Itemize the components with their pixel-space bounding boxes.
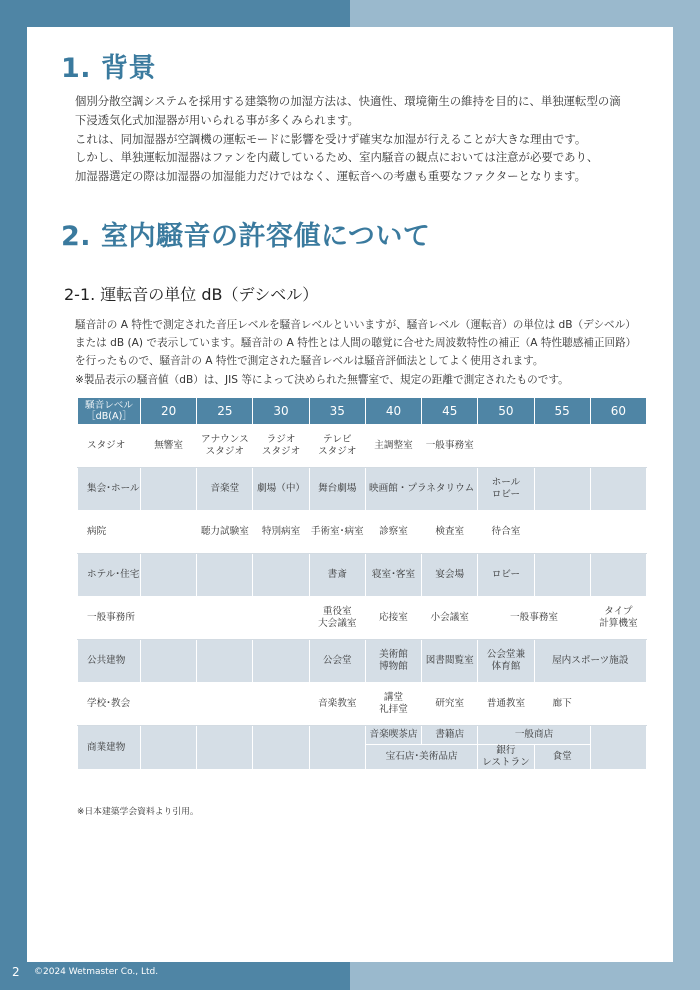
level-header: 40	[365, 398, 421, 425]
table-cell	[309, 726, 365, 770]
table-cell: ラジオ スタジオ	[253, 425, 309, 468]
table-cell: 映画館・プラネタリウム	[365, 468, 477, 511]
body-line: しかし、単独運転加湿器はファンを内蔵しているため、室内騒音の観点においては注意が必要であり、	[75, 150, 599, 165]
table-cell: 書籍店	[422, 726, 478, 745]
table-cell	[141, 640, 197, 683]
table-cell: 書斎	[309, 554, 365, 597]
table-cell	[141, 554, 197, 597]
page-sheet	[27, 27, 673, 962]
table-cell	[253, 597, 309, 640]
table-cell: 廊下	[534, 683, 590, 726]
row-category: 公共建物	[78, 640, 141, 683]
row-category: 集会･ホール	[78, 468, 141, 511]
level-header: 55	[534, 398, 590, 425]
table-cell: アナウンス スタジオ	[197, 425, 253, 468]
row-category: 学校･教会	[78, 683, 141, 726]
table-cell	[590, 683, 646, 726]
table-cell	[590, 425, 646, 468]
table-cell: 寝室･客室	[365, 554, 421, 597]
table-cell: ロビー	[478, 554, 534, 597]
table-row-commercial	[78, 726, 647, 745]
body-line: を行ったもので、騒音計の A 特性で測定された騒音レベルは騒音評価法としてよく使用されます。	[75, 355, 544, 368]
table-cell: 一般事務室	[422, 425, 478, 468]
table-cell	[253, 554, 309, 597]
table-header-row	[78, 398, 647, 425]
table-cell	[590, 468, 646, 511]
table-cell	[141, 683, 197, 726]
body-line: 騒音計の A 特性で測定された音圧レベルを騒音レベルといいますが、騒音レベル（運転音）の単位は dB（デシベル）	[75, 319, 636, 331]
table-cell: ホール ロビー	[478, 468, 534, 511]
table-corner-header: 騒音レベル ［dB(A)］	[78, 398, 141, 425]
table-cell: 検査室	[422, 511, 478, 554]
table-cell	[253, 683, 309, 726]
table-cell	[197, 597, 253, 640]
table-cell: 音楽堂	[197, 468, 253, 511]
table-cell: 食堂	[534, 745, 590, 770]
table-cell: 手術室･病室	[309, 511, 365, 554]
table-cell: 講堂 礼拝堂	[365, 683, 421, 726]
table-cell	[534, 425, 590, 468]
subsection-heading: 2-1. 運転音の単位 dB（デシベル）	[64, 285, 319, 304]
table-row-office	[78, 597, 647, 640]
table-cell: 研究室	[422, 683, 478, 726]
table-cell: 音楽教室	[309, 683, 365, 726]
table-cell	[590, 554, 646, 597]
table-cell	[141, 511, 197, 554]
table-cell	[253, 640, 309, 683]
body-line: または dB (A) で表示しています。騒音計の A 特性とは人間の聴覚に合せた周波数特性の補正（A 特性聴感補正回路）	[75, 337, 637, 350]
noise-level-table	[77, 397, 647, 770]
table-cell: タイプ 計算機室	[590, 597, 646, 640]
table-row-hotel	[78, 554, 647, 597]
row-category: 商業建物	[78, 726, 141, 770]
section-2-body	[75, 316, 675, 389]
section-1-heading: 1. 背景	[61, 53, 156, 84]
table-cell: 宴会場	[422, 554, 478, 597]
level-header: 50	[478, 398, 534, 425]
table-cell	[253, 726, 309, 770]
table-cell	[197, 683, 253, 726]
table-cell: 聴力試験室	[197, 511, 253, 554]
body-line: 加湿器選定の際は加湿器の加湿能力だけではなく、運転音への考慮も重要なファクターとなります。	[75, 169, 586, 184]
table-cell: 応接室	[365, 597, 421, 640]
body-line: ※製品表示の騒音値（dB）は、JIS 等によって決められた無響室で、規定の距離で測定されたものです。	[75, 373, 569, 386]
row-category: 一般事務所	[78, 597, 141, 640]
level-header: 45	[422, 398, 478, 425]
table-cell	[141, 468, 197, 511]
body-line: 個別分散空調システムを採用する建築物の加湿方法は、快適性、環境衛生の維持を目的に、単独運転型の滴	[75, 94, 621, 108]
table-cell: 重役室 大会議室	[309, 597, 365, 640]
table-cell: 美術館 博物館	[365, 640, 421, 683]
table-cell	[197, 640, 253, 683]
table-cell	[197, 726, 253, 770]
table-cell: 一般事務室	[478, 597, 590, 640]
copyright-text: ©2024 Wetmaster Co., Ltd.	[34, 967, 159, 977]
table-cell: 屋内スポーツ施設	[534, 640, 646, 683]
table-cell: 銀行 レストラン	[478, 745, 534, 770]
row-category: 病院	[78, 511, 141, 554]
table-cell: 図書閲覧室	[422, 640, 478, 683]
table-cell: テレビ スタジオ	[309, 425, 365, 468]
table-cell: 音楽喫茶店	[365, 726, 421, 745]
table-row-school	[78, 683, 647, 726]
page-number: 2	[12, 965, 20, 979]
table-cell: 無響室	[141, 425, 197, 468]
table-cell: 劇場（中）	[253, 468, 309, 511]
table-cell: 一般商店	[478, 726, 590, 745]
table-cell	[141, 597, 197, 640]
table-cell: 普通教室	[478, 683, 534, 726]
table-cell: 公会堂	[309, 640, 365, 683]
table-cell	[141, 726, 197, 770]
section-1-body	[75, 92, 665, 186]
body-line: 下浸透気化式加湿器が用いられる事が多くみられます。	[75, 112, 359, 127]
table-cell	[478, 425, 534, 468]
table-cell: 小会議室	[422, 597, 478, 640]
table-cell	[534, 468, 590, 511]
table-row-hospital	[78, 511, 647, 554]
level-header: 30	[253, 398, 309, 425]
table-row-public	[78, 640, 647, 683]
table-cell	[534, 511, 590, 554]
section-2-heading: 2. 室内騒音の許容値について	[61, 221, 431, 252]
body-line: これは、同加湿器が空調機の運転モードに影響を受けず確実な加湿が行えることが大きな理由です。	[75, 131, 587, 146]
table-cell: 診察室	[365, 511, 421, 554]
level-header: 25	[197, 398, 253, 425]
table-row-assembly	[78, 468, 647, 511]
table-cell	[590, 726, 646, 770]
table-cell	[534, 554, 590, 597]
table-cell: 公会堂兼 体育館	[478, 640, 534, 683]
source-footnote: ※日本建築学会資料より引用。	[77, 807, 199, 817]
table-cell: 待合室	[478, 511, 534, 554]
table-cell: 宝石店･美術品店	[365, 745, 477, 770]
table-row-studio	[78, 425, 647, 468]
table-cell	[197, 554, 253, 597]
row-category: スタジオ	[78, 425, 141, 468]
table-cell: 舞台劇場	[309, 468, 365, 511]
level-header: 35	[309, 398, 365, 425]
table-cell	[590, 511, 646, 554]
table-cell: 特別病室	[253, 511, 309, 554]
level-header: 60	[590, 398, 646, 425]
level-header: 20	[141, 398, 197, 425]
table-cell: 主調整室	[365, 425, 421, 468]
row-category: ホテル･住宅	[78, 554, 141, 597]
